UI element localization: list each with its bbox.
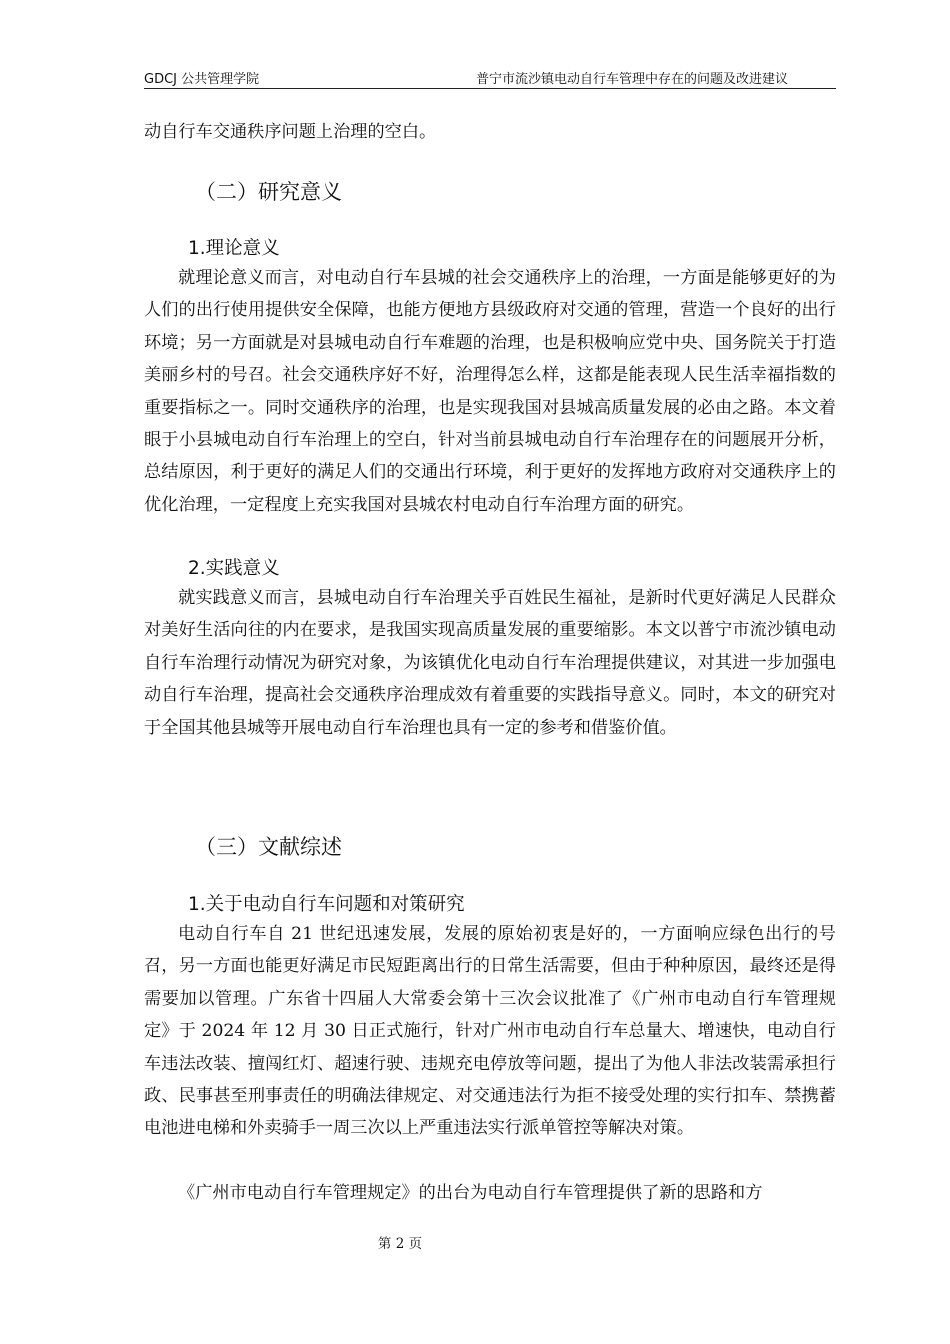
subheading-practice: 2.实践意义	[188, 558, 280, 579]
header-thesis-title: 普宁市流沙镇电动自行车管理中存在的问题及改进建议	[475, 72, 788, 87]
section-heading-significance: （二）研究意义	[195, 180, 342, 204]
page-header	[144, 68, 836, 89]
subheading-theory: 1.理论意义	[188, 238, 280, 259]
subheading-ebike-issues: 1.关于电动自行车问题和对策研究	[188, 894, 465, 915]
paragraph-ebike-issues: 电动自行车自 21 世纪迅速发展，发展的原始初衷是好的，一方面响应绿色出行的号召，另一方面也能更好满足市民短距离出行的日常生活需要，但由于种种原因，最终还是得需要加以管理。广东省十四届人大常委会第十三次会议批准了《广州市电动自行车管理规定》于 2024 年 12 月 30 日正式施行，针对广州市电动自行车总量大、增速快，电动自行车违法改装、擅闯红灯、超速行驶、违规充电停放等问题，提出了为他人非法改装需承担行政、民事甚至刑事责任的明确法律规定、对交通违法行为拒不接受处理的实行扣车、禁携蓄电池进电梯和外卖骑手一周三次以上严重违法实行派单管控等解决对策。	[144, 924, 836, 1139]
section-heading-literature-review: （三）文献综述	[195, 835, 342, 859]
paragraph-practice: 就实践意义而言，县城电动自行车治理关乎百姓民生福祉，是新时代更好满足人民群众对美好生活向往的内在要求，是我国实现高质量发展的重要缩影。本文以普宁市流沙镇电动自行车治理行动情况为研究对象，为该镇优化电动自行车治理提供建议，对其进一步加强电动自行车治理，提高社会交通秩序治理成效有着重要的实践指导意义。同时，本文的研究对于全国其他县城等开展电动自行车治理也具有一定的参考和借鉴价值。	[144, 588, 836, 738]
page-number: 第 2 页	[377, 1236, 423, 1252]
header-institution: GDCJ 公共管理学院	[144, 72, 260, 87]
paragraph-theory: 就理论意义而言，对电动自行车县城的社会交通秩序上的治理，一方面是能够更好的为人们的出行使用提供安全保障，也能方便地方县级政府对交通的管理，营造一个良好的出行环境；另一方面就是对县城电动自行车难题的治理，也是积极响应党中央、国务院关于打造美丽乡村的号召。社会交通秩序好不好，治理得怎么样，这都是能表现人民生活幸福指数的重要指标之一。同时交通秩序的治理，也是实现我国对县城高质量发展的必由之路。本文着眼于小县城电动自行车治理上的空白，针对当前县城电动自行车治理存在的问题展开分析，总结原因，利于更好的满足人们的交通出行环境，利于更好的发挥地方政府对交通秩序上的优化治理，一定程度上充实我国对县城农村电动自行车治理方面的研究。	[144, 268, 836, 515]
paragraph-guangzhou-regulation: 《广州市电动自行车管理规定》的出台为电动自行车管理提供了新的思路和方	[178, 1183, 763, 1203]
intro-paragraph-tail: 动自行车交通秩序问题上治理的空白。	[144, 122, 437, 142]
